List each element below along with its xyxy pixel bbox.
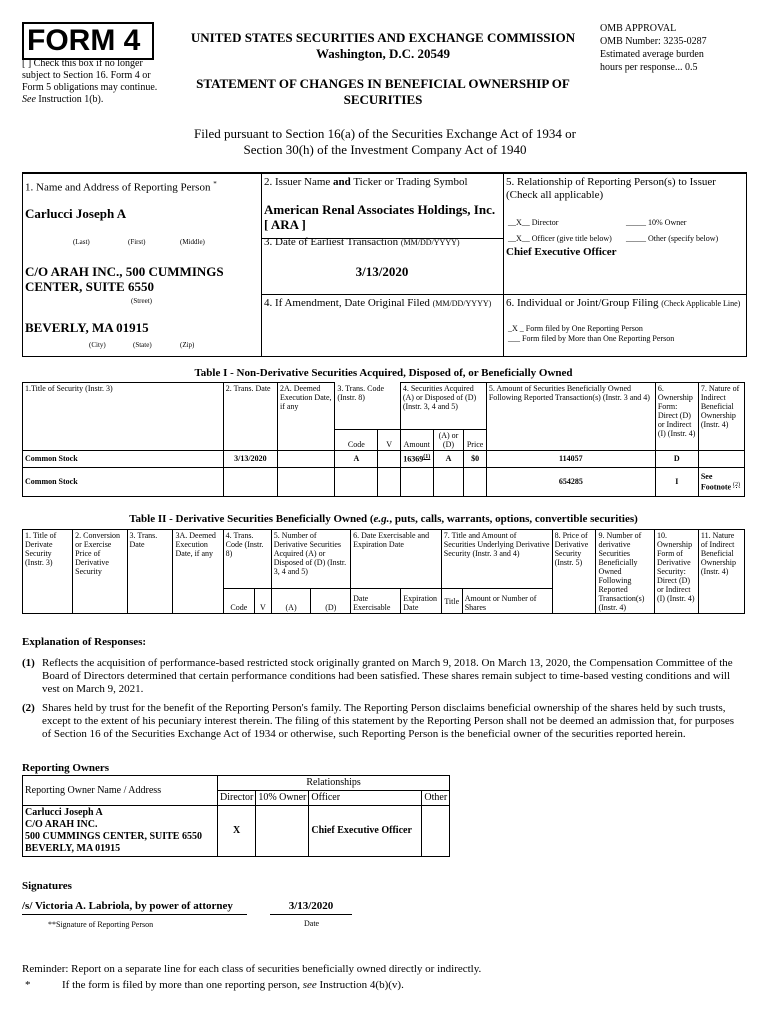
reporting-grid [22, 172, 747, 357]
t1-r1-owned: 654285 [486, 467, 655, 496]
t1-r1-v [378, 467, 401, 496]
date-label: 3. Date of Earliest Transaction [264, 236, 399, 248]
t2-h-date-ex: Date Exercisable [351, 589, 401, 614]
t1-r0-deemed [277, 450, 334, 467]
filed-line2: Section 30(h) of the Investment Company Act of 1940 [243, 142, 527, 157]
officer-check: __X__ Officer (give title below) [508, 234, 612, 243]
form-title-box [22, 22, 154, 60]
t2-h-date: 3. Trans. Date [127, 530, 173, 614]
t2-h-v: V [254, 589, 271, 614]
reporting-person-label-text: 1. Name and Address of Reporting Person [25, 181, 211, 194]
other-check: _____ Other (specify below) [626, 234, 719, 243]
t1-h-deemed: 2A. Deemed Execution Date, if any [277, 383, 334, 451]
t1-r1-price [464, 467, 487, 496]
t2-h-number: 5. Number of Derivative Securities Acquired (A) or Disposed of (D) (Instr. 3, 4 and 5) [271, 530, 350, 589]
multi-person-see: see [302, 979, 317, 991]
t2-h-price: 8. Price of Derivative Security (Instr. 5) [552, 530, 596, 614]
street-label: (Street) [131, 297, 152, 305]
reporting-person-label [25, 178, 259, 195]
footnote-1 [22, 657, 745, 696]
middle-label: (Middle) [180, 238, 205, 246]
t2-h-form: 10. Ownership Form of Derivative Security: Direct (D) or Indirect (I) (Instr. 4) [654, 530, 698, 614]
t1-h-code: 3. Trans. Code (Instr. 8) [335, 383, 401, 430]
omb-line: OMB APPROVAL [600, 23, 677, 34]
owners-heading: Reporting Owners [22, 762, 110, 774]
form-title: FORM 4 [27, 24, 141, 57]
t1-r1-date [223, 467, 277, 496]
t1-r1-nature-text: See Footnote [700, 471, 732, 492]
owners-h-director: Director [218, 791, 256, 806]
t2-h-exercisable: 6. Date Exercisable and Expiration Date [351, 530, 442, 589]
t1-r1-title: Common Stock [23, 467, 224, 496]
explanation-heading: Explanation of Responses: [22, 636, 147, 648]
issuer-name: American Renal Associates Holdings, Inc. [ ARA ] [264, 202, 496, 232]
table2-title-post: , puts, calls, warrants, options, convertible securities) [389, 513, 638, 525]
t1-r0-owned: 114057 [486, 450, 655, 467]
filed-line1: Filed pursuant to Section 16(a) of the Securities Exchange Act of 1934 or [194, 126, 576, 141]
street-value: C/O ARAH INC., 500 CUMMINGS CENTER, SUITE 6550 [25, 264, 224, 294]
t2-h-code: 4. Trans. Code (Instr. 8) [223, 530, 271, 589]
agency-name: UNITED STATES SECURITIES AND EXCHANGE COMMISSION [190, 30, 576, 45]
footnote-text: Shares held by trust for the benefit of the Reporting Person's family. The Reporting Person disclaims beneficial ownership of the shares held by such trusts, except to the extent of his pecuniary interest therein. The filing of this statement by the Reporting Person shall not be deemed an admission that, for purposes of Section 16 of the Securities Exchange Act of 1934 or otherwise, such Reporting Person is the beneficial owner of the securities reported herein. [42, 702, 735, 740]
star-mark: * [25, 979, 31, 991]
table-row [23, 467, 745, 496]
owner-address: C/O ARAH INC. [25, 819, 98, 830]
t1-h-price: Price [464, 429, 487, 450]
t1-h-code-sub: Code [335, 429, 378, 450]
table2-title [22, 513, 745, 525]
owners-h-relationships: Relationships [218, 776, 450, 791]
t1-h-amount: Amount [400, 429, 433, 450]
table-row [23, 806, 450, 857]
t1-r0-code: A [335, 450, 378, 467]
signature-label [48, 920, 153, 929]
ten-pct-check: _____ 10% Owner [626, 218, 687, 227]
t1-r1-amount [400, 467, 433, 496]
city-label: (City) [89, 341, 106, 349]
reporting-person-name: Carlucci Joseph A [25, 206, 127, 221]
amend-fmt: (MM/DD/YYYY) [432, 299, 492, 308]
table2-title-eg: e.g. [373, 513, 390, 525]
omb-line: hours per response... 0.5 [600, 62, 698, 73]
zip-label: (Zip) [180, 341, 195, 349]
filing-label [506, 297, 746, 310]
table1-title: Table I - Non-Derivative Securities Acquired, Disposed of, or Beneficially Owned [194, 367, 573, 379]
filing-label-text: 6. Individual or Joint/Group Filing [506, 297, 659, 309]
signature-label-text: Signature of Reporting Person [56, 920, 154, 929]
owner-name-address [23, 806, 218, 857]
filed-pursuant [130, 126, 640, 158]
signature-date: 3/13/2020 [270, 900, 352, 915]
table-row [23, 450, 745, 467]
label-mark: * [213, 180, 217, 188]
t1-r0-v [378, 450, 401, 467]
t1-r0-amount-val: 16369 [403, 454, 424, 464]
t1-r1-aord [433, 467, 464, 496]
issuer-label-and: and [333, 176, 351, 188]
t2-h-conv: 2. Conversion or Exercise Price of Derivative Security [73, 530, 127, 614]
amendment-label [264, 297, 500, 310]
t1-r0-aord: A [433, 450, 464, 467]
owners-table [22, 775, 450, 857]
check-note-instr: Instruction 1(b). [35, 94, 104, 105]
city-value: BEVERLY, MA 01915 [25, 320, 149, 335]
signer-name: /s/ Victoria A. Labriola, by power of attorney [22, 900, 247, 915]
statement-heading [178, 76, 588, 108]
officer-title: Chief Executive Officer [506, 246, 617, 258]
footnote-text: Reflects the acquisition of performance-based restricted stock originally granted on March 9, 2018. On March 13, 2020, the Compensation Committee of the Board of Directors determined that certain performance conditions had been satisfied. These shares remain subject to time-based vesting conditions and will vest on March 9, 2021. [42, 657, 733, 695]
multi-person-note [62, 979, 404, 991]
t1-r0-amount [400, 450, 433, 467]
issuer-label-pre: 2. Issuer Name [264, 176, 334, 188]
t1-h-form: 6. Ownership Form: Direct (D) or Indirect (I) (Instr. 4) [655, 383, 698, 451]
owners-h-ten-pct: 10% Owner [256, 791, 309, 806]
table2-title-pre: Table II - Derivative Securities Beneficially Owned ( [129, 513, 374, 525]
date-label: Date [304, 919, 320, 928]
owner-address: BEVERLY, MA 01915 [25, 843, 121, 854]
reminder: Reminder: Report on a separate line for each class of securities beneficially owned directly or indirectly. [22, 963, 482, 975]
t1-h-date: 2. Trans. Date [223, 383, 277, 451]
filed-multiple-persons: ___ Form filed by More than One Reporting Person [508, 334, 675, 343]
owner-address: 500 CUMMINGS CENTER, SUITE 6550 [25, 831, 202, 842]
owner-officer: Chief Executive Officer [309, 806, 422, 857]
omb-approval [600, 22, 750, 74]
state-label: (State) [133, 341, 152, 349]
t2-h-underlying: 7. Title and Amount of Securities Underlying Derivative Security (Instr. 3 and 4) [441, 530, 552, 589]
t1-h-title: 1.Title of Security (Instr. 3) [23, 383, 224, 451]
t1-r1-fn[interactable]: (2) [733, 481, 741, 488]
t1-h-v: V [378, 429, 401, 450]
owners-h-officer: Officer [309, 791, 422, 806]
t2-h-amount: Amount or Number of Shares [462, 589, 552, 614]
date-label-fmt: (MM/DD/YYYY) [400, 238, 460, 247]
owners-h-other: Other [422, 791, 450, 806]
t1-r1-code [335, 467, 378, 496]
relationship-label-line2: (Check all applicable) [506, 189, 604, 201]
first-label: (First) [128, 238, 146, 246]
table2 [22, 529, 745, 614]
t2-h-sub-title: Title [441, 589, 462, 614]
earliest-transaction-date: 3/13/2020 [355, 264, 409, 279]
t1-r0-price: $0 [464, 450, 487, 467]
multi-person-post: Instruction 4(b)(v). [316, 979, 404, 991]
filed-one-person: _X _ Form filed by One Reporting Person [508, 324, 643, 333]
signatures-heading: Signatures [22, 880, 72, 892]
amend-label: 4. If Amendment, Date Original Filed [264, 297, 430, 309]
omb-line: Estimated average burden [600, 49, 704, 60]
check-note-text: [ ] Check this box if no longer subject to Section 16. Form 4 or Form 5 obligations may continue. [22, 58, 158, 93]
footnote-2 [22, 702, 745, 741]
owner-name: Carlucci Joseph A [25, 807, 103, 818]
relationship-label-line1: 5. Relationship of Reporting Person(s) to Issuer [506, 176, 716, 188]
table1 [22, 382, 745, 497]
owner-ten-pct [256, 806, 309, 857]
footnote-number: (2) [22, 702, 35, 714]
last-label: (Last) [73, 238, 90, 246]
t2-h-title: 1. Title of Derivate Security (Instr. 3) [23, 530, 73, 614]
t1-h-nature: 7. Nature of Indirect Beneficial Ownership (Instr. 4) [698, 383, 744, 451]
multi-person-pre: If the form is filed by more than one reporting person, [62, 979, 303, 991]
t1-h-acquired: 4. Securities Acquired (A) or Disposed of (D) (Instr. 3, 4 and 5) [400, 383, 486, 430]
agency-heading [178, 30, 588, 62]
t2-h-d: (D) [311, 589, 351, 614]
issuer-label [264, 176, 500, 189]
t2-h-exp: Expiration Date [401, 589, 442, 614]
owners-h-name: Reporting Owner Name / Address [23, 776, 218, 806]
filing-label-note: (Check Applicable Line) [661, 299, 741, 308]
t1-r1-deemed [277, 467, 334, 496]
t1-h-owned: 5. Amount of Securities Beneficially Owned Following Reported Transaction(s) (Instr. 3 and 4) [486, 383, 655, 451]
statement-line2: SECURITIES [343, 92, 423, 107]
check-note-see: See [22, 94, 36, 105]
t1-r1-nature [698, 467, 744, 496]
signature-mark: ** [48, 920, 56, 929]
earliest-transaction-label [264, 236, 500, 249]
no-longer-subject-note [22, 58, 172, 106]
owner-director: X [218, 806, 256, 857]
issuer-label-post: Ticker or Trading Symbol [350, 176, 468, 188]
relationship-label [506, 176, 744, 202]
t2-h-deemed: 3A. Deemed Execution Date, if any [173, 530, 223, 614]
t1-r0-date: 3/13/2020 [223, 450, 277, 467]
footnote-number: (1) [22, 657, 35, 669]
t1-r0-nature [698, 450, 744, 467]
explanation-section [22, 636, 745, 741]
t2-h-nature: 11. Nature of Indirect Beneficial Ownership (Instr. 4) [698, 530, 744, 614]
omb-line: OMB Number: 3235-0287 [600, 36, 707, 47]
statement-line1: STATEMENT OF CHANGES IN BENEFICIAL OWNERSHIP OF [196, 76, 570, 91]
agency-location: Washington, D.C. 20549 [316, 46, 450, 61]
t1-r0-fn[interactable]: (1) [423, 454, 431, 461]
owner-other [422, 806, 450, 857]
director-check: __X__ Director [508, 218, 559, 227]
t1-r1-form: I [655, 467, 698, 496]
t2-h-a: (A) [271, 589, 311, 614]
t1-h-aord: (A) or (D) [433, 429, 464, 450]
t2-h-owned: 9. Number of derivative Securities Beneficially Owned Following Reported Transaction(s) (Instr. 4) [596, 530, 655, 614]
t1-r0-title: Common Stock [23, 450, 224, 467]
t2-h-code-sub: Code [223, 589, 254, 614]
t1-r0-form: D [655, 450, 698, 467]
